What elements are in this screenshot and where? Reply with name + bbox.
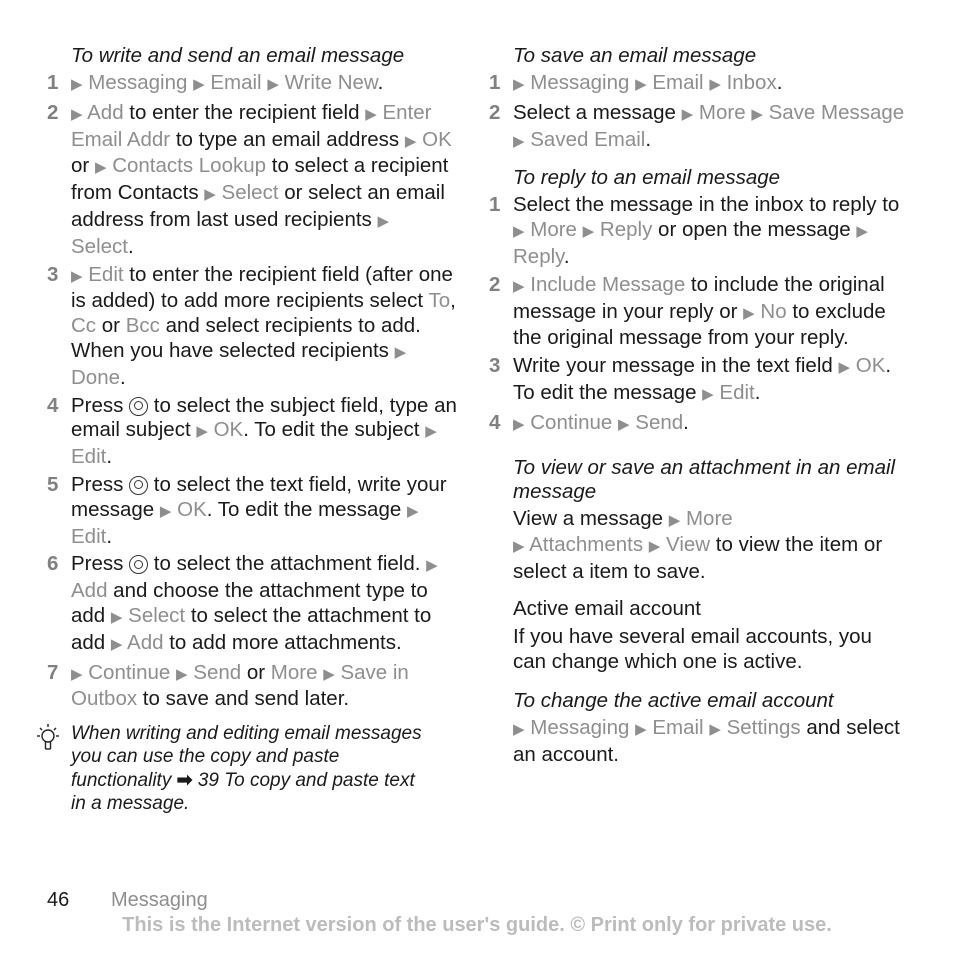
attachment-heading: To view or save an attachment in an email message	[513, 455, 896, 503]
left-column	[47, 44, 457, 715]
save-step-1: 1 ▶ Messaging ▶ Email ▶ Inbox.	[489, 71, 783, 94]
reply-step-1: 1 Select the message in the inbox to reply to ▶ More ▶ Reply or open the message ▶ Reply.	[489, 193, 900, 268]
select-key-icon	[129, 397, 148, 416]
save-heading: To save an email message	[513, 44, 757, 67]
page-number: 46	[47, 889, 70, 911]
step-5: 5 Press to select the text field, write your message ▶ OK. To edit the message ▶ Edit.	[47, 472, 447, 548]
step-4: 4 Press to select the subject field, type an email subject ▶ OK. To edit the subject ▶ Edit.	[47, 393, 457, 469]
reply-step-3: 3 Write your message in the text field ▶ OK. To edit the message ▶ Edit.	[489, 354, 892, 404]
write-send-heading: To write and send an email message	[71, 44, 405, 67]
select-key-icon	[129, 555, 148, 574]
step-1: 1 ▶ Messaging ▶ Email ▶ Write New.	[47, 71, 384, 94]
section-name: Messaging	[111, 889, 208, 911]
change-account-text: ▶ Messaging ▶ Email ▶ Settings and select an account.	[513, 716, 900, 767]
save-step-2: 2 Select a message ▶ More ▶ Save Message ▶ Saved Email.	[489, 100, 905, 151]
copyright-notice: This is the Internet version of the user's guide. © Print only for private use.	[122, 914, 832, 936]
reply-heading: To reply to an email message	[513, 166, 781, 190]
reply-step-4: 4 ▶ Continue ▶ Send.	[489, 410, 689, 434]
step-3: 3 ▶ Edit to enter the recipient field (after one is added) to add more recipients select To, Cc or Bcc and select recipients to add. When you have selected recipients ▶ Done.	[47, 262, 456, 389]
active-account-title: Active email account	[513, 596, 702, 620]
step-7: 7 ▶ Continue ▶ Send or More ▶ Save in Outbox to save and send later.	[47, 660, 409, 711]
active-account-text: If you have several email accounts, you can change which one is active.	[513, 624, 872, 673]
step-2: 2 ▶ Add to enter the recipient field ▶ Enter Email Addr to type an email address ▶ OK or ▶ Contacts Lookup to select a recipient from Contacts ▶ Select or select an email address from last used recipients ▶ Select.	[47, 100, 452, 258]
reply-step-2: 2 ▶ Include Message to include the original message in your reply or ▶ No to exclude the original message from your reply.	[489, 272, 886, 350]
attachment-text: View a message ▶ More ▶ Attachments ▶ View to view the item or select a item to save.	[513, 506, 883, 584]
arrow-ref-icon: ➡	[176, 769, 193, 791]
step-6: 6 Press to select the attachment field. ▶ Add and choose the attachment type to add ▶ Select to select the attachment to add ▶ Add to add more attachments.	[47, 552, 438, 654]
tip-box: When writing and editing email messages you can use the copy and paste functionality ➡ 39 To copy and paste text in a message.	[33, 722, 433, 815]
select-key-icon	[129, 476, 148, 495]
change-account-heading: To change the active email account	[513, 689, 834, 713]
right-column	[489, 44, 909, 768]
lightbulb-icon	[33, 722, 71, 815]
